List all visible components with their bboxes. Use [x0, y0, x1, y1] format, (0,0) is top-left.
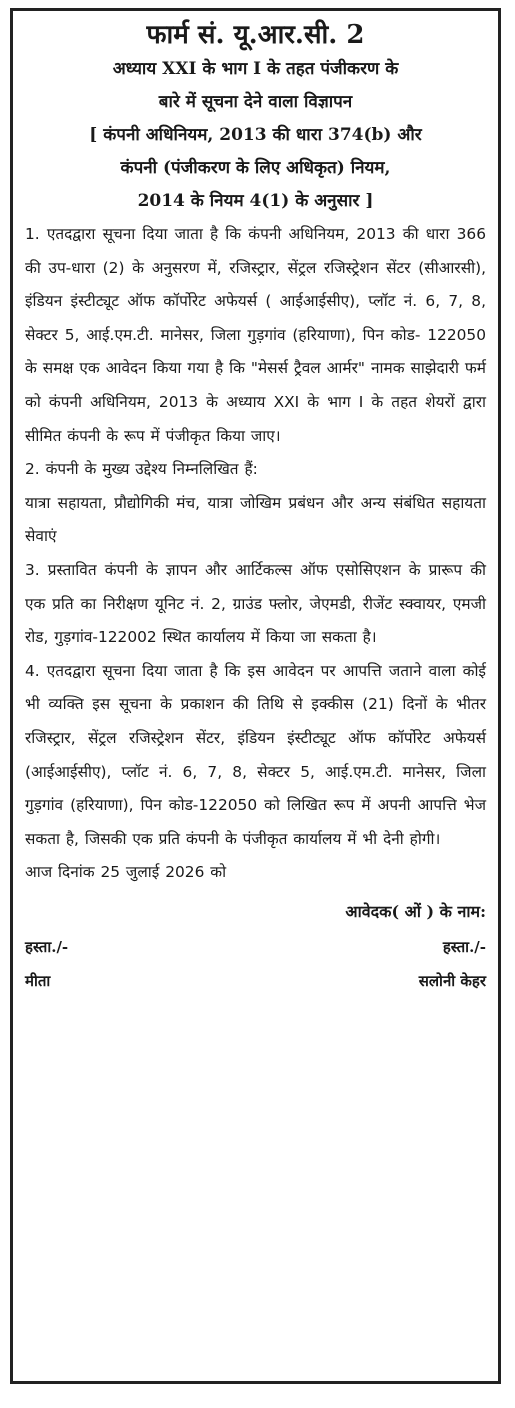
notice-frame — [10, 8, 501, 1384]
signature-left: हस्ता./- — [25, 937, 69, 956]
notice-body — [25, 218, 486, 890]
heading-line-2: बारे में सूचना देने वाला विज्ञापन — [158, 92, 353, 112]
paragraph-2-body: यात्रा सहायता, प्रौद्योगिकी मंच, यात्रा जोखिम प्रबंधन और अन्य संबंधित सहायता सेवाएं — [25, 493, 486, 546]
paragraph-4: 4. एतदद्वारा सूचना दिया जाता है कि इस आवेदन पर आपत्ति जताने वाला कोई भी व्यक्ति इस सूचना के प्रकाशन की तिथि से इक्कीस (21) दिनों के भीतर रजिस्ट्रार, सेंट्रल रजिस्ट्रेशन सेंटर, इंडियन इंस्टीट्यूट ऑफ कॉर्पोरेट अफेयर्स (आईआईसीए), प्लॉट नं. 6, 7, 8, सेक्टर 5, आई.एम.टी. मानेसर, जिला गुड़गांव (हरियाणा), पिन कोड-122050 को लिखित रूप में अपनी आपत्ति भेज सकता है, जिसकी एक प्रति कंपनी के पंजीकृत कार्यालय में भी देनी होगी। — [25, 661, 486, 848]
paragraph-1: 1. एतदद्वारा सूचना दिया जाता है कि कंपनी अधिनियम, 2013 की धारा 366 की उप-धारा (2) के अनुसरण में, रजिस्ट्रार, सेंट्रल रजिस्ट्रेशन सेंटर (सीआरसी), इंडियन इंस्टीट्यूट ऑफ कॉर्पोरेट अफेयर्स ( आईआईसीए), प्लॉट नं. 6, 7, 8, सेक्टर 5, आई.एम.टी. मानेसर, जिला गुड़गांव (हरियाणा), पिन कोड- 122050 के समक्ष एक आवेदन किया गया है कि "मेसर्स ट्रैवल आर्मर" नामक साझेदारी फर्म को कंपनी अधिनियम, 2013 के अध्याय XXI के भाग I के तहत शेयरों द्वारा सीमित कंपनी के रूप में पंजीकृत किया जाए। — [25, 225, 486, 445]
rule-line-1: [ कंपनी अधिनियम, 2013 की धारा 374(b) और — [89, 125, 422, 145]
rule-line-2: कंपनी (पंजीकरण के लिए अधिकृत) नियम, — [120, 158, 391, 178]
signature-right: हस्ता./- — [442, 937, 486, 956]
applicants-label: आवेदक( ओं ) के नाम: — [345, 901, 486, 921]
date-line: आज दिनांक 25 जुलाई 2026 को — [25, 863, 227, 882]
applicant-name-right: सलोनी केहर — [418, 971, 486, 990]
rule-line-3: 2014 के नियम 4(1) के अनुसार ] — [137, 191, 374, 211]
names-row — [25, 964, 486, 998]
applicant-name-left: मीता — [25, 971, 51, 990]
paragraph-2-heading: 2. कंपनी के मुख्य उद्देश्य निम्नलिखित हैं: — [25, 460, 258, 479]
heading-line-1: अध्याय XXI के भाग I के तहत पंजीकरण के — [112, 59, 399, 79]
paragraph-3: 3. प्रस्तावित कंपनी के ज्ञापन और आर्टिकल्स ऑफ एसोसिएशन के प्रारूप की एक प्रति का निरीक्षण यूनिट नं. 2, ग्राउंड फ्लोर, जेएमडी, रीजेंट स्क्वायर, एमजी रोड, गुड़गांव-122002 स्थित कार्यालय में किया जा सकता है। — [25, 560, 486, 647]
form-title: फार्म सं. यू.आर.सी. 2 — [146, 20, 365, 50]
signature-row — [25, 930, 486, 964]
